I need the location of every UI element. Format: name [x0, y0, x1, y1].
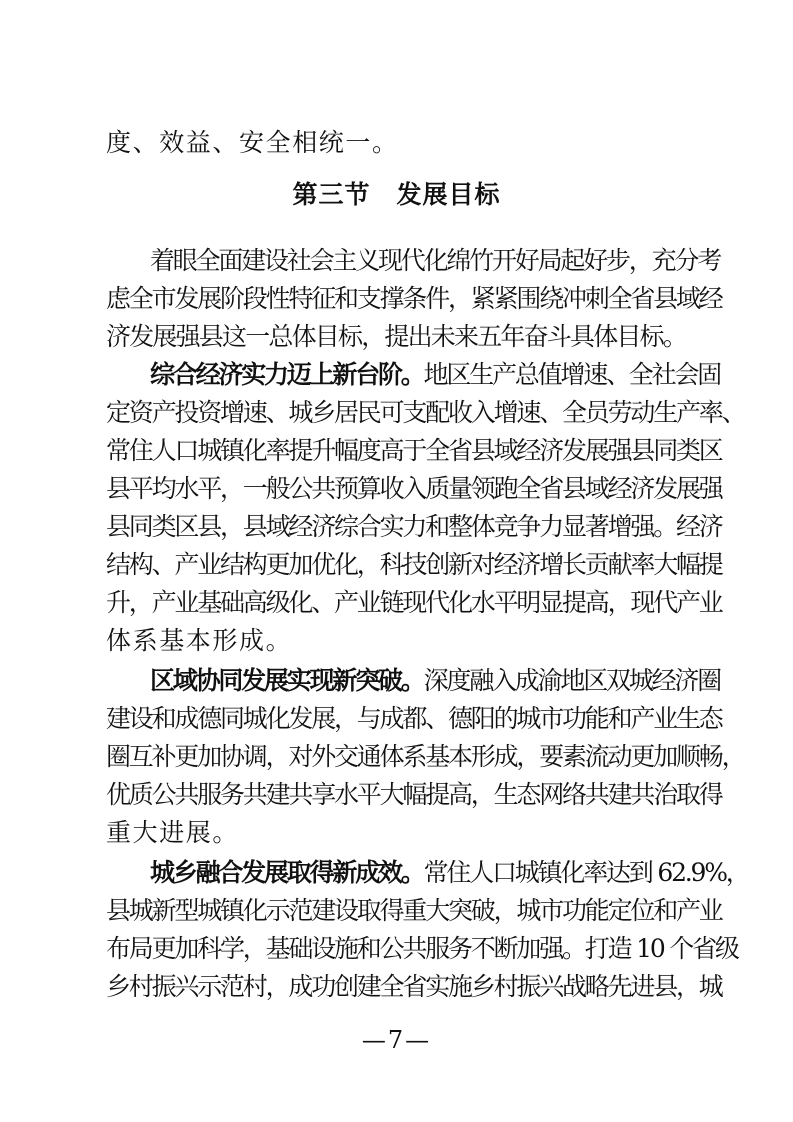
paragraph-line: 重大进展。: [106, 818, 240, 847]
paragraph-line: 着眼全面建设社会主义现代化绵竹开好局起好步，充分考: [150, 246, 721, 275]
paragraph-line: 县城新型城镇化示范建设取得重大突破，城市功能定位和产业: [106, 896, 722, 925]
paragraph-text: 深度融入成渝地区双城经济圈: [423, 666, 721, 695]
section-heading: 第三节 发展目标: [292, 180, 501, 209]
paragraph-line: 结构、产业结构更加优化，科技创新对经济增长贡献率大幅提: [106, 550, 722, 579]
paragraph-line: 优质公共服务共建共享水平大幅提高，生态网络共建共治取得: [106, 780, 722, 809]
paragraph-line: 虑全市发展阶段性特征和支撑条件，紧紧围绕冲刺全省县域经: [106, 284, 722, 313]
paragraph-lead: 城乡融合发展取得新成效。: [150, 858, 424, 887]
paragraph-line: 济发展强县这一总体目标，提出未来五年奋斗具体目标。: [106, 322, 687, 351]
paragraph-line: 布局更加科学，基础设施和公共服务不断加强。打造 10 个省级: [106, 934, 738, 963]
paragraph-text: 地区生产总值增速、全社会固: [423, 360, 721, 389]
paragraph-line: 常住人口城镇化率提升幅度高于全省县域经济发展强县同类区: [106, 436, 722, 465]
paragraph-line: 定资产投资增速、城乡居民可支配收入增速、全员劳动生产率、: [106, 398, 745, 427]
paragraph-lead: 综合经济实力迈上新台阶。: [150, 360, 424, 389]
paragraph-line: 体系基本形成。: [106, 626, 293, 655]
paragraph-line: 乡村振兴示范村，成功创建全省实施乡村振兴战略先进县，城: [106, 972, 722, 1001]
page-number: —7—: [361, 1026, 432, 1054]
paragraph-line: [150, 359, 721, 391]
text-line: 度、效益、安全相统一。: [106, 128, 399, 157]
paragraph-lead: 区域协同发展实现新突破。: [150, 666, 424, 695]
paragraph-line: 升，产业基础高级化、产业链现代化水平明显提高，现代产业: [106, 588, 722, 617]
paragraph-line: 县同类区县，县域经济综合实力和整体竞争力显著增强。经济: [106, 512, 722, 541]
paragraph-line: 建设和成德同城化发展，与成都、德阳的城市功能和产业生态: [106, 704, 722, 733]
paragraph-text: 常住人口城镇化率达到 62.9%，: [423, 858, 749, 887]
paragraph-line: [150, 665, 721, 697]
paragraph-line: [150, 857, 749, 889]
paragraph-line: 县平均水平，一般公共预算收入质量领跑全省县域经济发展强: [106, 474, 722, 503]
paragraph-line: 圈互补更加协调，对外交通体系基本形成，要素流动更加顺畅，: [106, 742, 745, 771]
